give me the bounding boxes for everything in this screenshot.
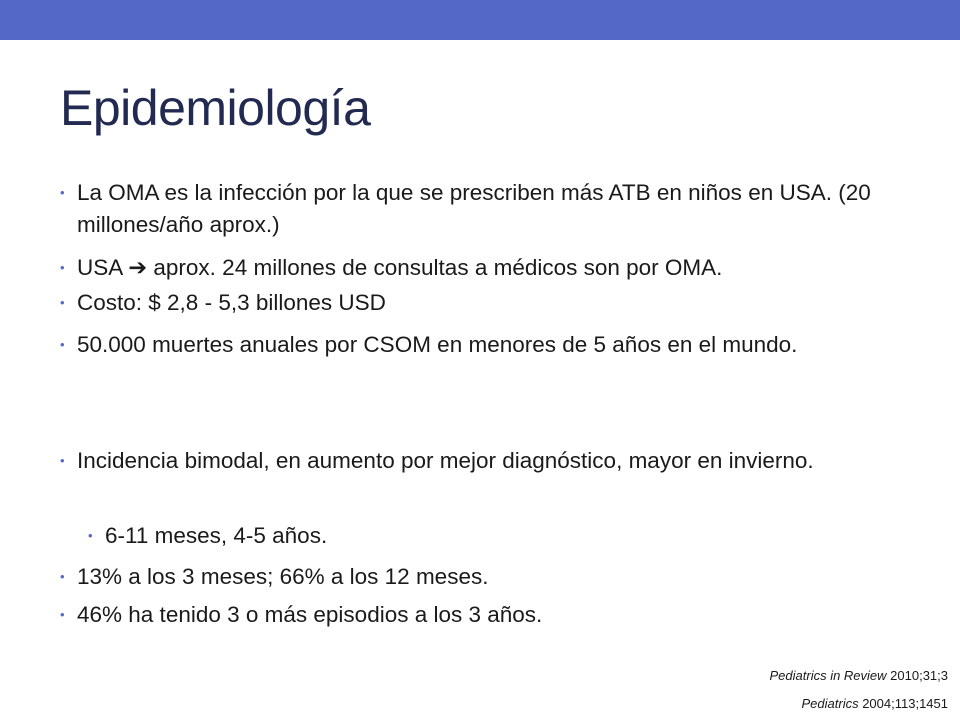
reference-details: 2010;31;3: [886, 668, 948, 683]
reference-details: 2004;113;1451: [858, 696, 948, 711]
bullet-text: Incidencia bimodal, en aumento por mejor diagnóstico, mayor en invierno.: [77, 448, 814, 473]
sub-bullet-item: [60, 520, 880, 552]
bullet-item: [60, 445, 880, 477]
bullet-dot-icon: •: [60, 453, 65, 468]
bullet-text: La OMA es la infección por la que se prescriben más ATB en niños en USA. (20 millones/año aprox.): [77, 180, 871, 237]
reference-citation: [770, 668, 949, 684]
bullet-item: [60, 329, 880, 361]
bullet-text: 6-11 meses, 4-5 años.: [105, 523, 328, 548]
bullet-dot-icon: •: [60, 185, 65, 200]
bullet-item: [60, 252, 880, 284]
bullet-dot-icon: •: [60, 607, 65, 622]
bullet-item: [60, 287, 880, 319]
right-arrow-icon: ➔: [128, 255, 148, 280]
bullet-dot-icon: •: [60, 569, 65, 584]
bullet-dot-icon: •: [88, 528, 93, 543]
slide-title: Epidemiología: [60, 80, 371, 136]
bullet-dot-icon: •: [60, 337, 65, 352]
reference-journal: Pediatrics: [801, 696, 859, 711]
bullet-text: 13% a los 3 meses; 66% a los 12 meses.: [77, 564, 489, 589]
bullet-item: [60, 177, 880, 241]
bullet-text: 50.000 muertes anuales por CSOM en menores de 5 años en el mundo.: [77, 332, 798, 357]
bullet-text: 46% ha tenido 3 o más episodios a los 3 años.: [77, 602, 543, 627]
bullet-text: Costo: $ 2,8 - 5,3 billones USD: [77, 290, 386, 315]
bullet-item: [60, 561, 880, 593]
bullet-text: USA ➔ aprox. 24 millones de consultas a médicos son por OMA.: [77, 255, 723, 280]
top-accent-bar: [0, 0, 960, 40]
reference-citation: [802, 696, 948, 712]
bullet-dot-icon: •: [60, 260, 65, 275]
bullet-item: [60, 599, 880, 631]
reference-journal: Pediatrics in Review: [769, 668, 887, 683]
bullet-dot-icon: •: [60, 295, 65, 310]
